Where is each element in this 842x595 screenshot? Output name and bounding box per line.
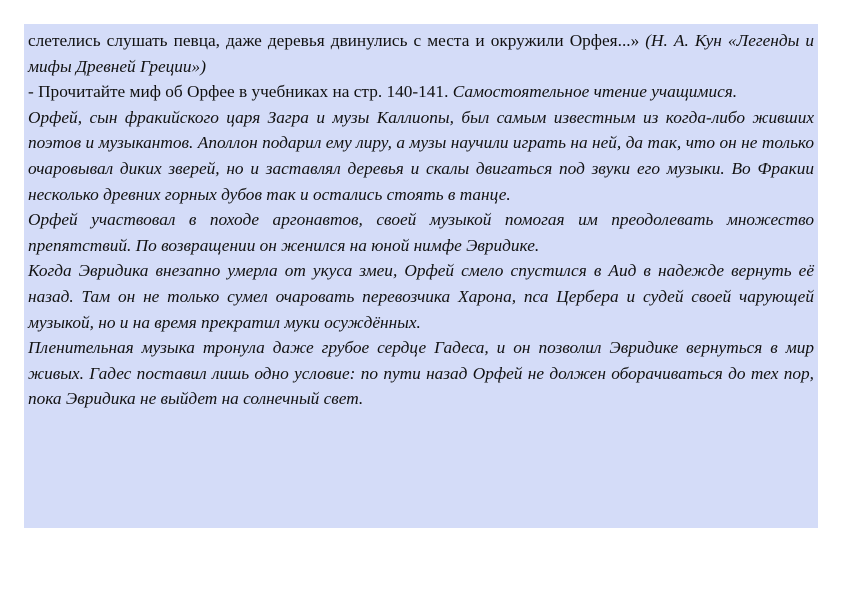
paragraph-hades-condition: Пленительная музыка тронула даже грубое сердце Гадеса, и он позволил Эвридике вернуться в мир живых. Гадес поставил лишь одно условие: по пути назад Орфей не должен оборачиваться до тех пор, пока Эвридика не выйдет на солнечный свет. bbox=[28, 338, 814, 409]
paragraph-myth-quote-end bbox=[28, 28, 814, 79]
citation-source: (Н. А. Кун «Легенды и мифы Древней Греции») bbox=[28, 31, 815, 76]
paragraph-text: слетелись слушать певца, даже деревья двинулись с места и окружили Орфея...» bbox=[28, 31, 646, 50]
paragraph-descent-to-hades: Когда Эвридика внезапно умерла от укуса змеи, Орфей смело спустился в Аид в надежде вернуть её назад. Там он не только сумел очаровать перевозчика Харона, пса Цербера и судей своей чарующей музыкой, но и на время прекратил муки осуждённых. bbox=[28, 261, 814, 332]
paragraph-argonauts: Орфей участвовал в походе аргонавтов, своей музыкой помогая им преодолевать множество препятствий. По возвращении он женился на юной нимфе Эвридике. bbox=[28, 210, 814, 255]
paragraph-reading-task bbox=[28, 79, 814, 105]
paragraph-orpheus-origin: Орфей, сын фракийского царя Загра и музы Каллиопы, был самым известным из когда-либо живших поэтов и музыкантов. Аполлон подарил ему лиру, а музы научили играть на ней, да так, что он не только очаровывал диких зверей, но и заставлял деревья и скалы двигаться под звуки его музыки. Во Фракии несколько древних горных дубов так и остались стоять в танце. bbox=[28, 107, 814, 204]
task-instruction: - Прочитайте миф об Орфее в учебниках на стр. 140-141. bbox=[28, 82, 453, 102]
highlighted-text-block bbox=[24, 24, 818, 528]
task-note: Самостоятельное чтение учащимися. bbox=[452, 82, 738, 102]
